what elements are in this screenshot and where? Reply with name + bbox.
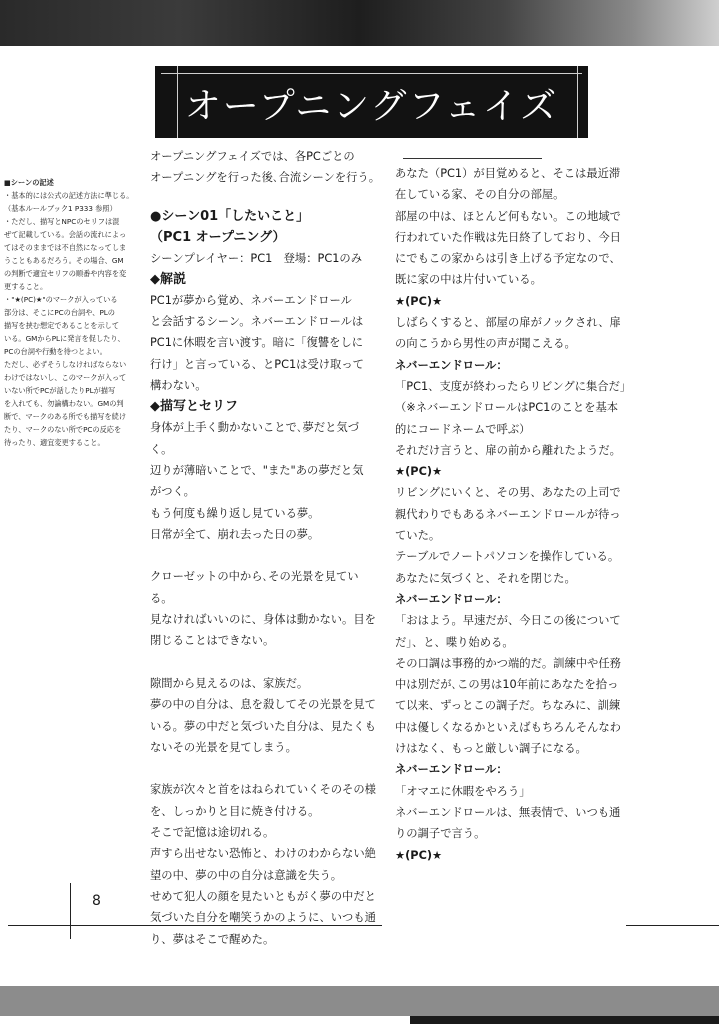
body-line: 部屋の中は、ほとんど何もない。この地域で — [395, 209, 621, 223]
sidebar-note-line: てはそのままでは不自然になってしま — [4, 243, 127, 252]
sidebar-note-line: いない所でPCが話したりPLが描写 — [4, 386, 116, 395]
footer-vertical-rule — [70, 883, 71, 939]
sidebar-note-line: ・"★(PC)★"のマークが入っている — [4, 295, 118, 304]
description-line: り、夢はそこで醒めた。 — [150, 932, 275, 946]
speaker-or-pc-marker: ネバーエンドロール： — [395, 358, 508, 372]
sidebar-note-line: うこともあるだろう。その場合、GM — [4, 256, 124, 265]
description-line: 声すら出せない恐怖と、わけのわからない絶 — [150, 847, 376, 861]
body-line: 親代わりでもあるネバーエンドロールが待っ — [395, 507, 621, 521]
body-line: 中は優しくなるかといえばもちろんそんなわ — [395, 720, 621, 734]
description-paragraph-c — [150, 673, 380, 758]
description-line: 隙間から見えるのは、家族だ。 — [150, 676, 309, 690]
header-decorative-band — [0, 0, 719, 46]
sidebar-note-line: わけではないし、このマークが入って — [4, 373, 127, 382]
sidebar-note-line: 断で、マークのある所でも描写を続け — [4, 412, 127, 421]
body-line: あなた（PC1）が目覚めると、そこは最近滞 — [395, 167, 621, 180]
scene-heading: ●シーン01「したいこと」 — [150, 208, 310, 224]
chapter-title-banner — [155, 66, 588, 138]
page-title: オープニングフェイズ — [184, 86, 559, 127]
body-line: 行われていた作戦は先日終了しており、今日 — [395, 230, 621, 244]
description-line: 見なければいいのに、身体は動かない。目を — [150, 613, 376, 627]
body-line: 「オマエに休暇をやろう」 — [395, 784, 531, 798]
sidebar-note-line: 部分は、そこにPCの台詞や、PLの — [4, 308, 115, 317]
body-line: りの調子で言う。 — [395, 827, 486, 841]
speaker-or-pc-marker: ネバーエンドロール： — [395, 763, 508, 777]
body-line: 的にコードネームで呼ぶ） — [395, 422, 531, 436]
intro-line: オープニングフェイズでは、各PCごとの — [150, 150, 355, 163]
explain-line: と会話するシーン。ネバーエンドロールは — [150, 315, 364, 329]
description-paragraph-b — [150, 566, 380, 651]
body-line: テーブルでノートパソコンを操作している。 — [395, 550, 620, 564]
description-line: せめて犯人の顔を見たいともがく夢の中だと — [150, 889, 376, 903]
sidebar-note-line: いる。GMからPLに発言を促したり、 — [4, 334, 125, 343]
scene-player-line: シーンプレイヤー：PC1 登場：PC1のみ — [150, 251, 362, 265]
body-line: 「おはよう。早速だが、今日この後について — [395, 614, 621, 628]
description-paragraph-a — [150, 417, 380, 545]
description-heading: ◆描写とセリフ — [150, 399, 238, 415]
description-line: もう何度も繰り返し見ている夢。 — [150, 506, 320, 520]
body-line: 「PC1、支度が終わったらリビングに集合だ」 — [395, 379, 632, 393]
intro-line: オープニングを行った後､合流シーンを行う。 — [150, 171, 381, 185]
sidebar-note-line: 描写を挟む想定であることを示して — [4, 321, 120, 330]
body-line: にでもこの家からは引き上げる予定なので、 — [395, 252, 621, 266]
sidebar-note-line: PCの台詞や行動を待つとよい。 — [4, 347, 107, 356]
description-line: 夢の中の自分は、息を殺してその光景を見て — [150, 698, 376, 712]
right-column — [395, 163, 632, 866]
page-number: 8 — [92, 893, 101, 909]
description-line: そこで記憶は途切れる。 — [150, 826, 275, 840]
description-line: 家族が次々と首をはねられていくそのその様 — [150, 783, 376, 797]
description-line: 辺りが薄暗いことで、"また"あの夢だと気 — [150, 463, 364, 477]
sidebar-note-line: ■シーンの記述 — [4, 178, 54, 187]
description-line: ないその光景を見てしまう。 — [150, 740, 297, 754]
explain-line: 行け」と言っている、とPC1は受け取って — [150, 357, 364, 371]
description-line: いる。夢の中だと気づいた自分は、見たくも — [150, 719, 376, 733]
sidebar-note-line: ・基本的には公式の記述方法に準じる。 — [4, 191, 134, 200]
explain-line: PC1に休暇を言い渡す。暗に「復讐をしに — [150, 336, 364, 350]
description-line: クローゼットの中から､その光景を見ている。 — [150, 570, 359, 605]
description-line: 閉じることはできない。 — [150, 634, 275, 648]
speaker-or-pc-marker: ★(PC)★ — [395, 294, 443, 308]
sidebar-note-line: たり、マークのない所でPCの反応を — [4, 425, 122, 434]
description-line: 日常が全て、崩れ去った日の夢。 — [150, 527, 320, 541]
body-line: しばらくすると、部屋の扉がノックされ、扉 — [395, 316, 621, 330]
sidebar-note-line: ・ただし、描写とNPCのセリフは混 — [4, 217, 120, 226]
sidebar-note-line: の判断で適宜セリフの順番や内容を変 — [4, 269, 127, 278]
sidebar-notes — [4, 176, 150, 449]
body-line: 在している家、その自分の部屋。 — [395, 188, 565, 202]
description-line: 気づいた自分を嘲笑うかのように、いつも通 — [150, 911, 376, 925]
sidebar-note-line: 更すること。 — [4, 282, 48, 291]
intro-paragraph — [150, 146, 380, 189]
footer-rule-left — [8, 925, 382, 926]
footer-rule-right — [626, 925, 719, 926]
body-line: けはなく、もっと厳しい調子になる。 — [395, 742, 587, 756]
speaker-or-pc-marker: ネバーエンドロール： — [395, 592, 508, 606]
footer-dark-strip — [410, 1016, 719, 1024]
explain-line: PC1が夢から覚め、ネバーエンドロール — [150, 293, 352, 307]
explain-line: 構わない。 — [150, 379, 207, 393]
sidebar-note-line: 待ったり、適宜変更すること。 — [4, 438, 105, 447]
body-line: ネバーエンドロールは、無表情で、いつも通 — [395, 805, 621, 819]
explain-heading: ◆解説 — [150, 271, 186, 287]
description-line: 望の中、夢の中の自分は意識を失う。 — [150, 868, 343, 882]
scene-subheading: （PC1 オープニング） — [150, 229, 286, 245]
body-line: だ」、と、喋り始める。 — [395, 635, 514, 649]
body-line: その口調は事務的かつ端的だ。訓練中や任務 — [395, 656, 621, 670]
sidebar-note-line: ぜて記載している。会話の流れによっ — [4, 230, 127, 239]
sidebar-note-line: （基本ルールブック1 P333 参照） — [4, 204, 117, 213]
speaker-or-pc-marker: ★(PC)★ — [395, 848, 443, 862]
body-line: て以来、ずっとこの調子だ。ちなみに、訓練 — [395, 699, 621, 713]
body-line: リビングにいくと、その男、あなたの上司で — [395, 486, 621, 500]
speaker-or-pc-marker: ★(PC)★ — [395, 465, 443, 479]
body-line: あなたに気づくと、それを閉じた。 — [395, 571, 576, 585]
sidebar-note-line: を入れても、勿論構わない。GMの判 — [4, 399, 124, 408]
body-line: それだけ言うと、扉の前から離れたようだ。 — [395, 443, 621, 457]
left-column — [150, 146, 380, 950]
sidebar-note-line: ただし、必ずそうしなければならない — [4, 360, 127, 369]
column-divider-rule — [403, 158, 542, 159]
description-line: がつく。 — [150, 485, 195, 499]
title-frame-line-horizontal — [161, 73, 582, 74]
body-line: ていた。 — [395, 529, 441, 543]
body-line: の向こうから男性の声が聞こえる。 — [395, 337, 576, 351]
explain-paragraph — [150, 290, 380, 396]
description-line: を、しっかりと目に焼き付ける。 — [150, 804, 320, 818]
description-line: 身体が上手く動かないことで､夢だと気づく。 — [150, 421, 359, 456]
body-line: 中は別だが､この男は10年前にあなたを拾っ — [395, 678, 619, 692]
body-line: 既に家の中は片付いている。 — [395, 273, 542, 287]
footer-decorative-band — [0, 986, 719, 1016]
body-line: （※ネバーエンドロールはPC1のことを基本 — [395, 401, 619, 415]
